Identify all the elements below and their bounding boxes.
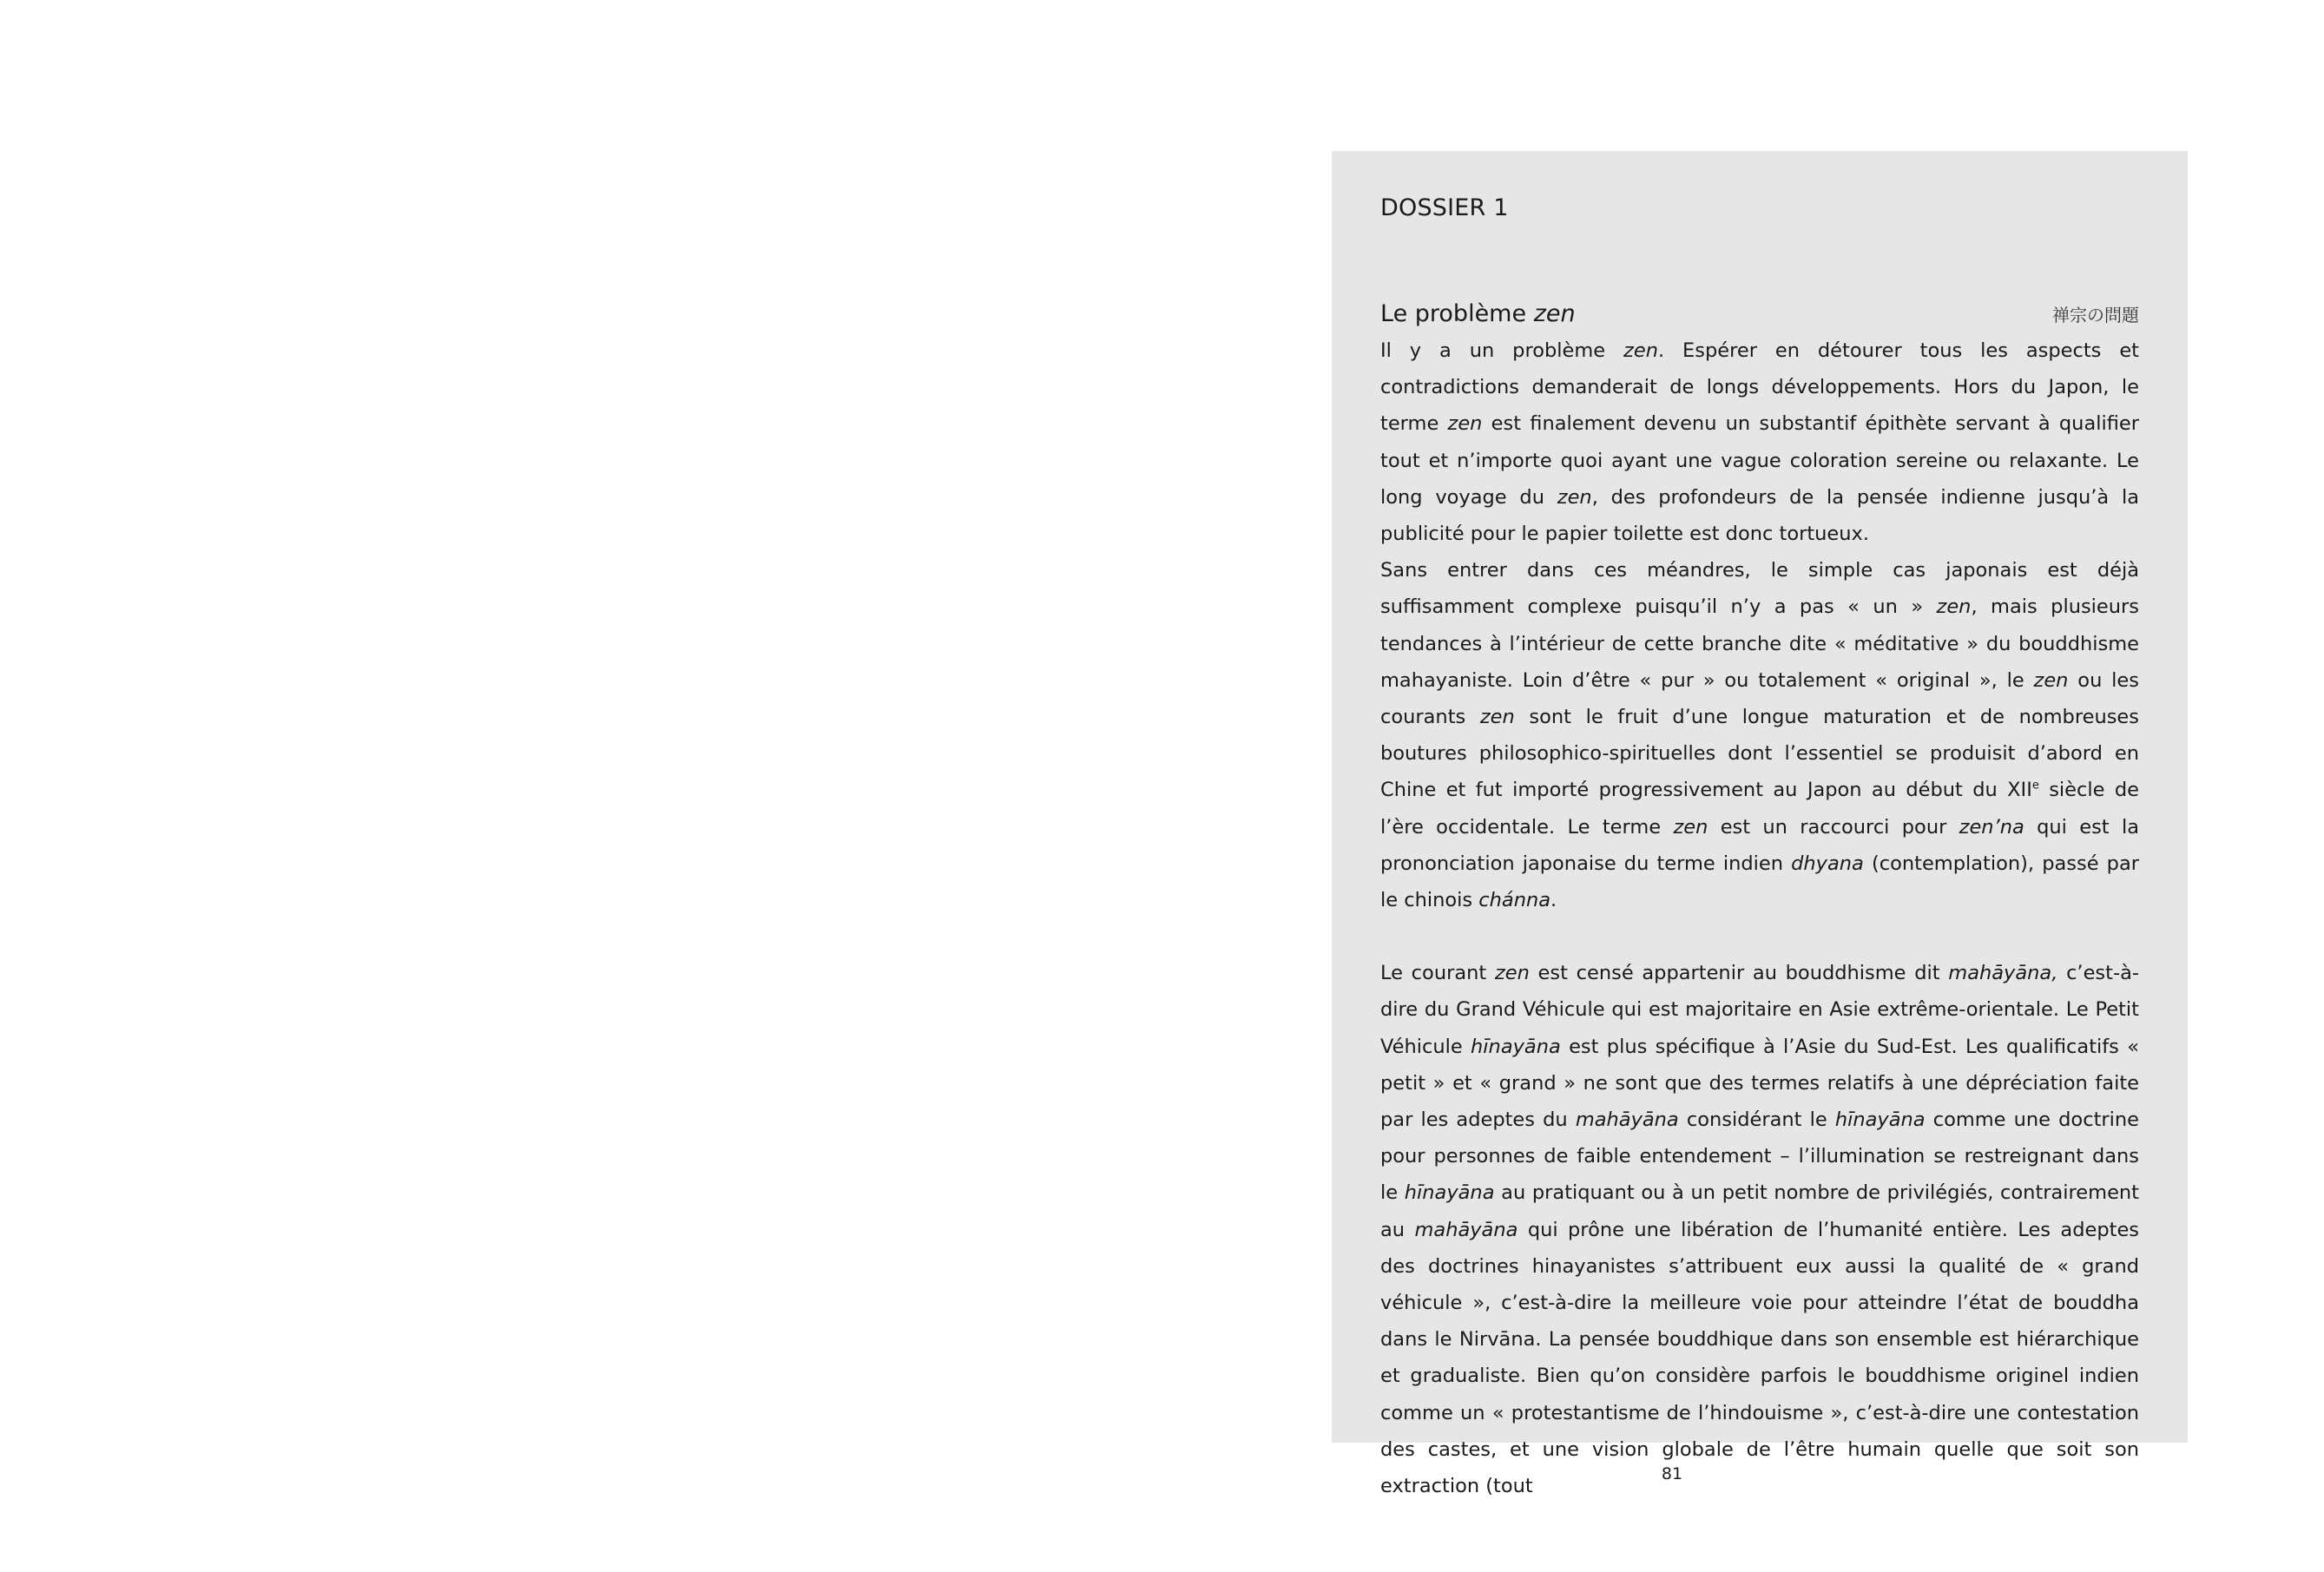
text-run: est plus spécifique à l’Asie du Sud-Est. Les qualificatifs « petit » et « grand » ne sont que des termes relatifs à une dépréciation faite par les adeptes du (1380, 1035, 2139, 1132)
italic-run: zen (1673, 815, 1708, 839)
italic-run: dhyana (1791, 852, 1864, 875)
text-run: . Espérer en détourer tous les aspects et contradictions demanderait de longs développements. Hors du Japon, le terme (1380, 339, 2139, 436)
text-run: est finalement devenu un substantif épithète servant à qualifier tout et n’importe quoi ayant une vague coloration sereine ou relaxante. Le long voyage du (1380, 412, 2139, 509)
text-run: siècle de l’ère occidentale. Le terme (1380, 779, 2139, 839)
italic-run: zen (2033, 668, 2069, 692)
italic-run: zen (1494, 962, 1530, 985)
italic-run: hīnayāna (1834, 1108, 1926, 1132)
text-run: Sans entrer dans ces méandres, le simple cas japonais est déjà suffisamment complexe puisqu’il n’y a pas « un » (1380, 559, 2139, 619)
italic-run: zen (1447, 412, 1483, 436)
dossier-label: DOSSIER 1 (1380, 194, 1509, 221)
italic-run: chánna (1478, 889, 1551, 912)
text-run: c’est-à-dire du Grand Véhicule qui est majoritaire en Asie extrême-orientale. Le Petit Véhicule (1380, 962, 2139, 1058)
italic-run: hīnayāna (1471, 1035, 1561, 1058)
text-run: est censé appartenir au bouddhisme dit (1529, 962, 1949, 985)
page-number: 81 (1661, 1464, 1683, 1483)
italic-run: zen (1623, 339, 1658, 362)
text-run: Le courant (1380, 962, 1495, 985)
section-title-italic: zen (1533, 300, 1576, 327)
text-run: sont le fruit d’une longue maturation et de nombreuses boutures philosophico-spirituelles dont l’essentiel se produisit d’abord en Chine et fut importé progressivement au Japon au début du XII (1380, 706, 2139, 802)
italic-run: zen’na (1959, 815, 2024, 839)
body-paragraph (1380, 332, 2139, 552)
text-run: comme une doctrine pour personnes de faible entendement – l’illumination se restreignant dans le (1380, 1108, 2139, 1205)
section-heading (1380, 296, 2139, 332)
text-run: au pratiquant ou à un petit nombre de privilégiés, contrairement au (1380, 1181, 2139, 1241)
text-run: Il y a un problème (1380, 339, 1624, 362)
text-run: qui est la prononciation japonaise du terme indien (1380, 815, 2139, 875)
section-title-prefix: Le problème (1380, 300, 1534, 327)
body-text (1380, 332, 2139, 1504)
text-run: . (1550, 889, 1557, 912)
italic-run: mahāyāna (1575, 1108, 1679, 1132)
body-paragraph (1380, 955, 2139, 1504)
text-run: considérant le (1678, 1108, 1835, 1132)
superscript-run: e (2031, 779, 2039, 793)
italic-run: mahāyāna (1414, 1218, 1518, 1241)
italic-run: mahāyāna, (1948, 962, 2058, 985)
italic-run: zen (1479, 706, 1515, 729)
body-paragraph (1380, 552, 2139, 918)
italic-run: zen (1936, 595, 1972, 619)
section-title (1380, 296, 1576, 332)
text-run: (contemplation), passé par le chinois (1380, 852, 2139, 912)
japanese-title: 禅宗の問題 (2052, 305, 2139, 326)
text-run: ou les courants (1380, 668, 2139, 729)
text-run: est un raccourci pour (1708, 815, 1959, 839)
text-run: , mais plusieurs tendances à l’intérieur de cette branche dite « méditative » du bouddhisme mahayaniste. Loin d’être « pur » ou totalement « original », le (1380, 595, 2140, 692)
text-run: , des profondeurs de la pensée indienne jusqu’à la publicité pour le papier toilette est donc tortueux. (1380, 485, 2139, 546)
text-run: qui prône une libération de l’humanité entière. Les adeptes des doctrines hinayanistes s’attribuent eux aussi la qualité de « grand véhicule », c’est-à-dire la meilleure voie pour atteindre l’état de bouddha dans le Nirvāna. La pensée bouddhique dans son ensemble est hiérarchique et gradualiste. Bien qu’on considère parfois le bouddhisme originel indien comme un « protestantisme de l’hindouisme », c’est-à-dire une contestation des castes, et une vision globale de l’être humain quelle que soit son extraction (tout (1380, 1218, 2140, 1498)
italic-run: hīnayāna (1404, 1181, 1495, 1205)
italic-run: zen (1557, 485, 1592, 509)
